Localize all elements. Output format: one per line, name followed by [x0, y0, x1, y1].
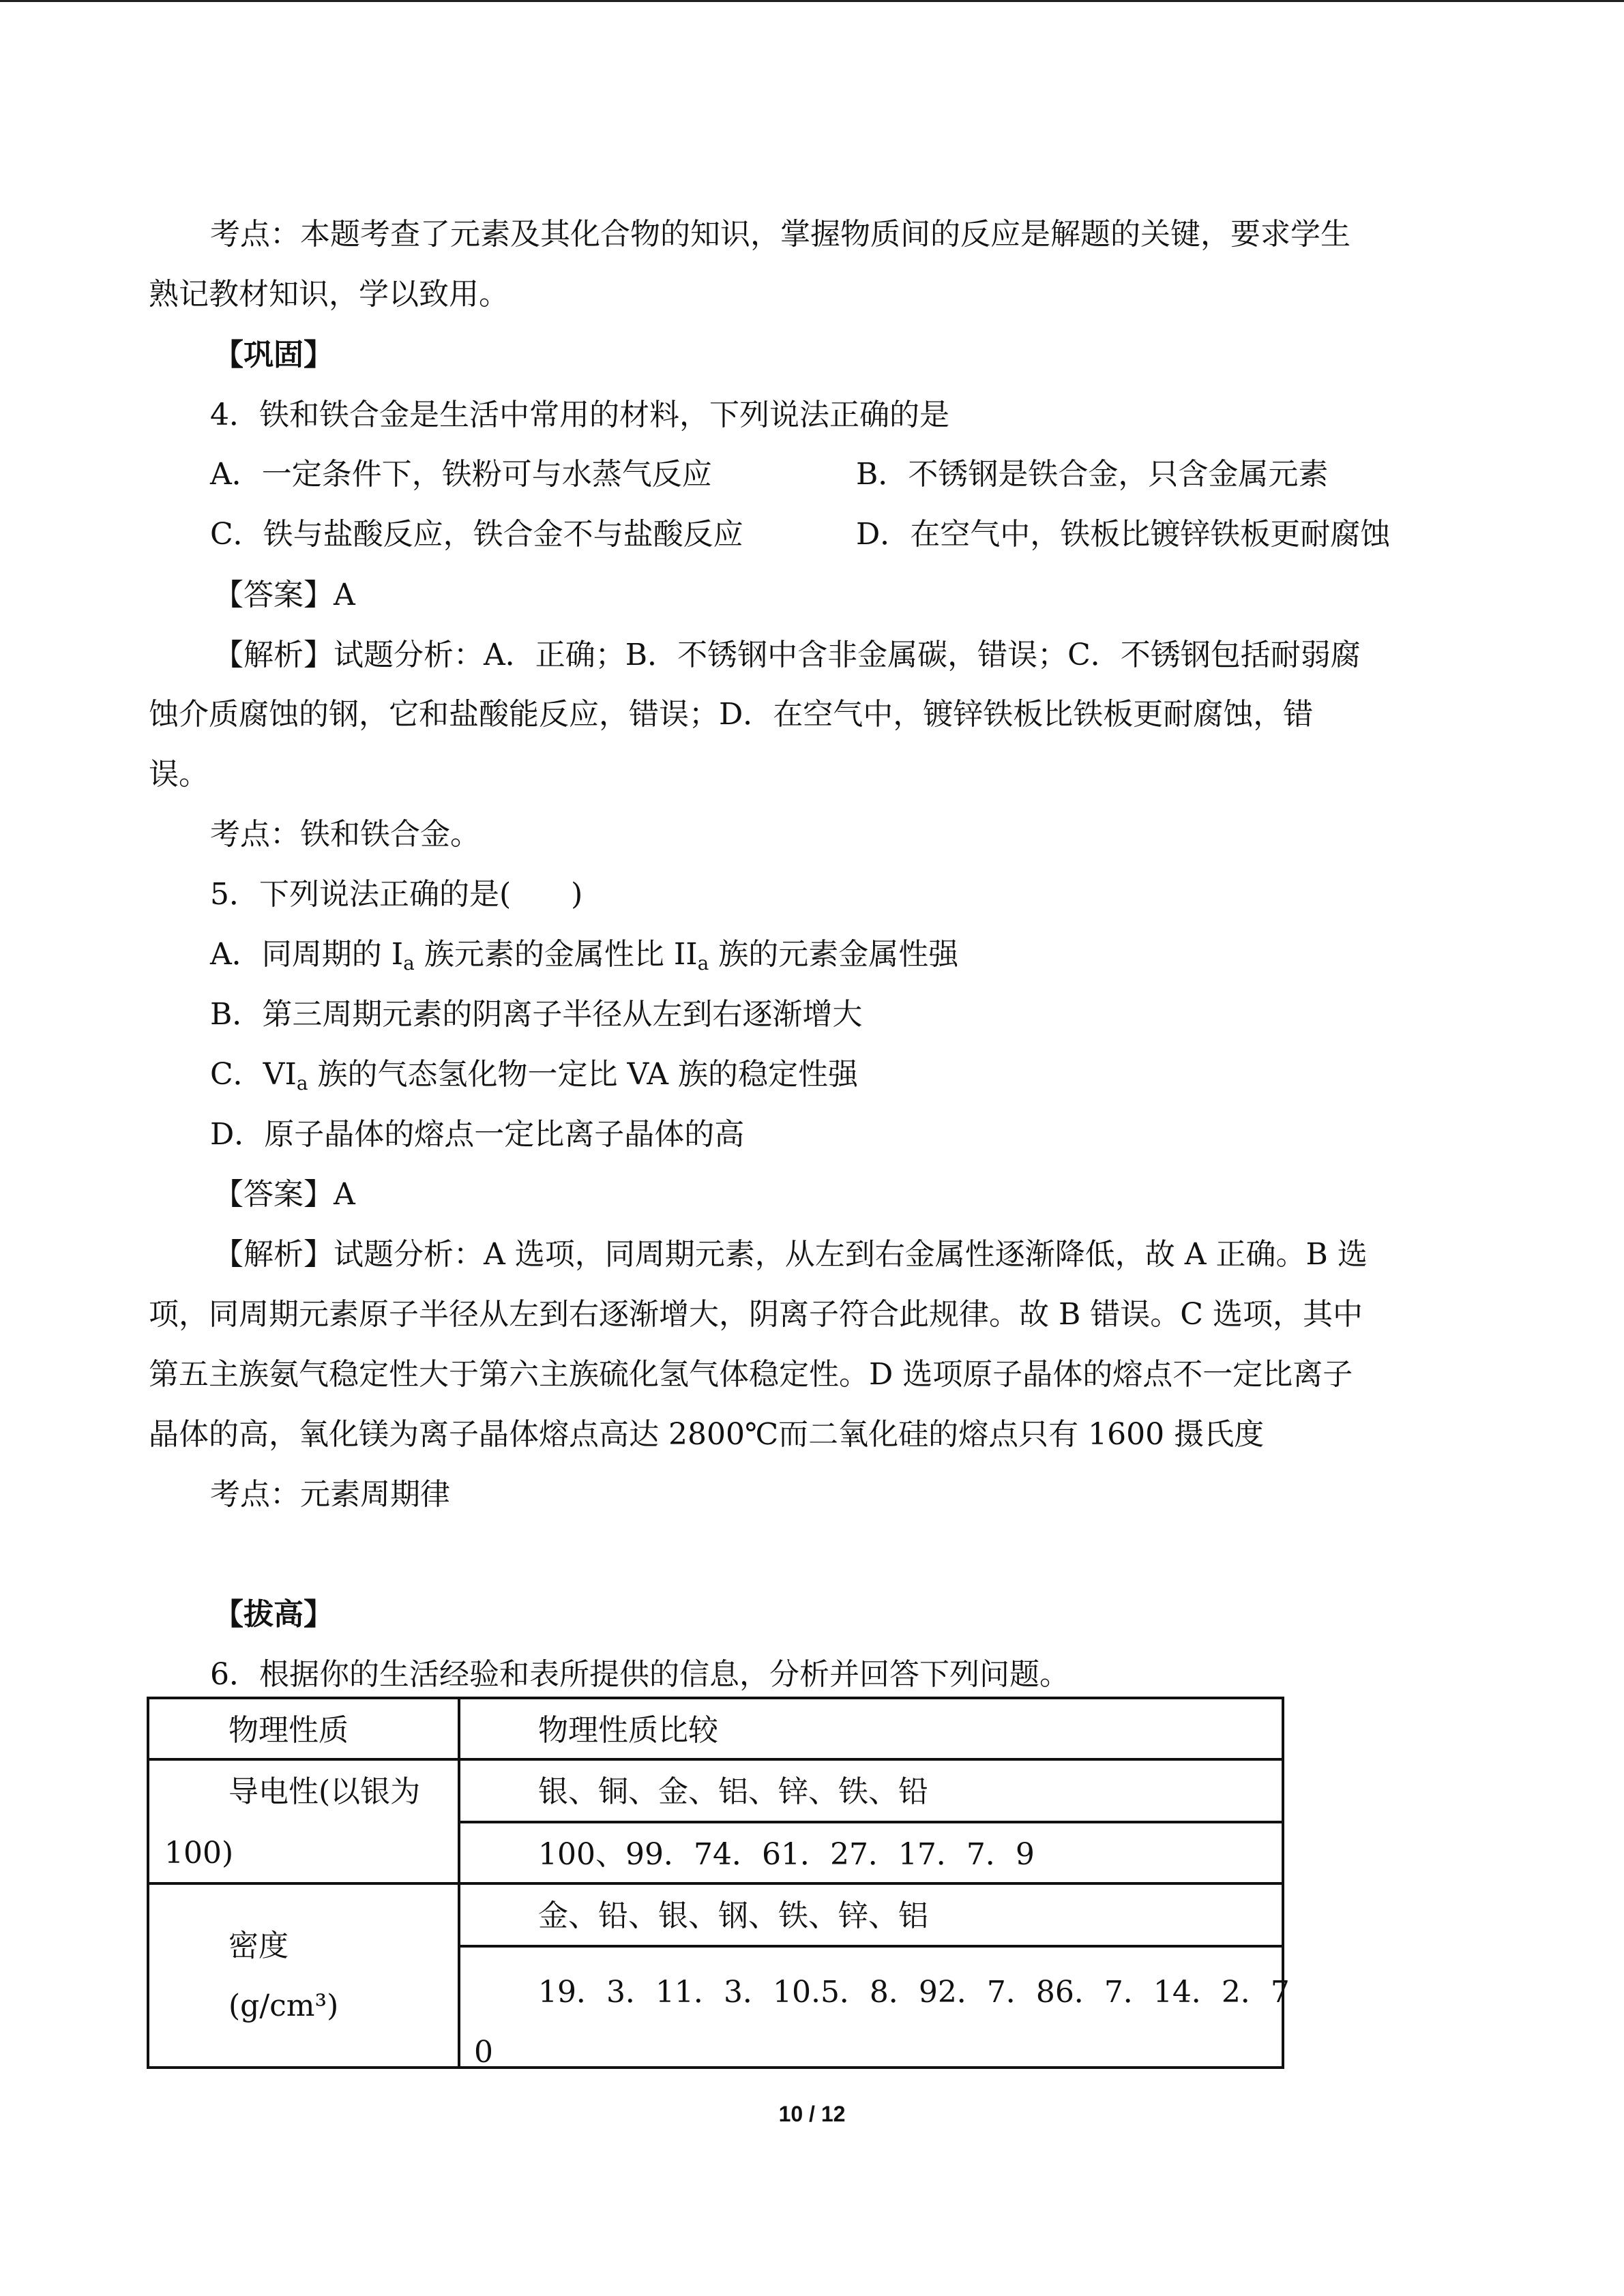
note-line-2: 熟记教材知识，学以致用。 [149, 277, 509, 312]
q4-option-c: C．铁与盐酸反应，铁合金不与盐酸反应 [210, 517, 743, 552]
q5-option-b: B．第三周期元素的阴离子半径从左到右逐渐增大 [210, 997, 863, 1032]
q4-answer: 【答案】A [213, 578, 355, 612]
density-values-line-2: 0 [474, 2035, 493, 2070]
density-label-cell [148, 1883, 459, 2068]
q5-option-a-sub-1: a [403, 952, 415, 974]
section-heading-consolidate: 【巩固】 [213, 338, 334, 372]
table-row [148, 1883, 1283, 1946]
q5-option-a-mid: 族元素的金属性比 II [414, 937, 698, 972]
density-label-line-2: (g/cm³) [228, 1988, 339, 2023]
q5-option-c-pre: C．VI [210, 1057, 297, 1092]
q5-option-a-pre: A．同周期的 I [210, 937, 404, 972]
q6-stem: 6．根据你的生活经验和表所提供的信息，分析并回答下列问题。 [210, 1657, 1069, 1692]
q5-option-c-sub: a [296, 1072, 308, 1094]
q5-analysis-line-4: 晶体的高，氧化镁为离子晶体熔点高达 2800℃而二氧化硅的熔点只有 1600 摄氏度 [149, 1417, 1265, 1452]
density-values-line-1: 19．3．11．3．10.5．8．92．7．86．7．14．2．7 [538, 1975, 1290, 2010]
q5-option-a [210, 934, 958, 975]
page-number: 10 / 12 [778, 2102, 846, 2126]
q4-stem: 4．铁和铁合金是生活中常用的材料，下列说法正确的是 [210, 398, 949, 432]
table-header-right [459, 1698, 1283, 1759]
q4-option-a: A．一定条件下，铁粉可与水蒸气反应 [210, 457, 712, 492]
q5-analysis-line-3: 第五主族氨气稳定性大于第六主族硫化氢气体稳定性。D 选项原子晶体的熔点不一定比离子 [149, 1357, 1353, 1392]
q5-analysis-line-2: 项，同周期元素原子半径从左到右逐渐增大，阴离子符合此规律。故 B 错误。C 选项，其中 [149, 1297, 1363, 1332]
page-top-border [0, 0, 1624, 2]
header-right-text: 物理性质比较 [538, 1713, 718, 1748]
conductivity-label-line-1: 导电性(以银为 [228, 1774, 421, 1809]
note-line-1: 考点：本题考查了元素及其化合物的知识，掌握物质间的反应是解题的关键，要求学生 [210, 217, 1350, 252]
conductivity-values-text: 100、99．74．61．27．17．7．9 [538, 1837, 1035, 1872]
q4-options-row-1 [210, 454, 712, 495]
q4-option-b: B．不锈钢是铁合金，只含金属元素 [856, 457, 1329, 492]
q4-point: 考点：铁和铁合金。 [210, 817, 480, 852]
q5-stem: 5．下列说法正确的是( ) [210, 877, 583, 912]
q5-option-a-sub-2: a [697, 952, 709, 974]
q5-answer: 【答案】A [213, 1177, 355, 1212]
q4-analysis-line-3: 误。 [149, 757, 209, 792]
conductivity-label-cell [148, 1759, 459, 1883]
table-row [148, 1759, 1283, 1822]
density-label-line-1: 密度 [228, 1928, 289, 1963]
conductivity-metals-text: 银、铜、金、铝、锌、铁、铅 [538, 1774, 928, 1809]
table-row [148, 1698, 1283, 1759]
q4-analysis-line-1: 【解析】试题分析：A．正确；B．不锈钢中含非金属碳，错误；C．不锈钢包括耐弱腐 [213, 638, 1361, 672]
q4-option-d: D．在空气中，铁板比镀锌铁板更耐腐蚀 [856, 517, 1391, 552]
conductivity-metals-cell [459, 1759, 1283, 1822]
section-heading-improve: 【拔高】 [213, 1597, 334, 1632]
table-header-left [148, 1698, 459, 1759]
q5-option-c-post: 族的气态氢化物一定比 VA 族的稳定性强 [308, 1057, 859, 1092]
q5-point: 考点：元素周期律 [210, 1477, 450, 1512]
q5-option-d: D．原子晶体的熔点一定比离子晶体的高 [210, 1117, 745, 1152]
q4-analysis-line-2: 蚀介质腐蚀的钢，它和盐酸能反应，错误；D．在空气中，镀锌铁板比铁板更耐腐蚀，错 [149, 697, 1314, 732]
physical-properties-table [147, 1697, 1290, 2070]
q5-option-c [210, 1054, 858, 1095]
density-metals-cell [459, 1883, 1283, 1946]
density-metals-text: 金、铅、银、钢、铁、锌、铝 [538, 1898, 928, 1933]
conductivity-values-cell [459, 1822, 1283, 1883]
conductivity-label-line-2: 100) [164, 1836, 234, 1870]
q5-option-a-post: 族的元素金属性强 [709, 937, 959, 972]
header-left-text: 物理性质 [228, 1713, 349, 1748]
q5-analysis-line-1: 【解析】试题分析：A 选项，同周期元素，从左到右金属性逐渐降低，故 A 正确。B 选 [213, 1237, 1368, 1272]
density-values-cell [459, 1946, 1290, 2070]
